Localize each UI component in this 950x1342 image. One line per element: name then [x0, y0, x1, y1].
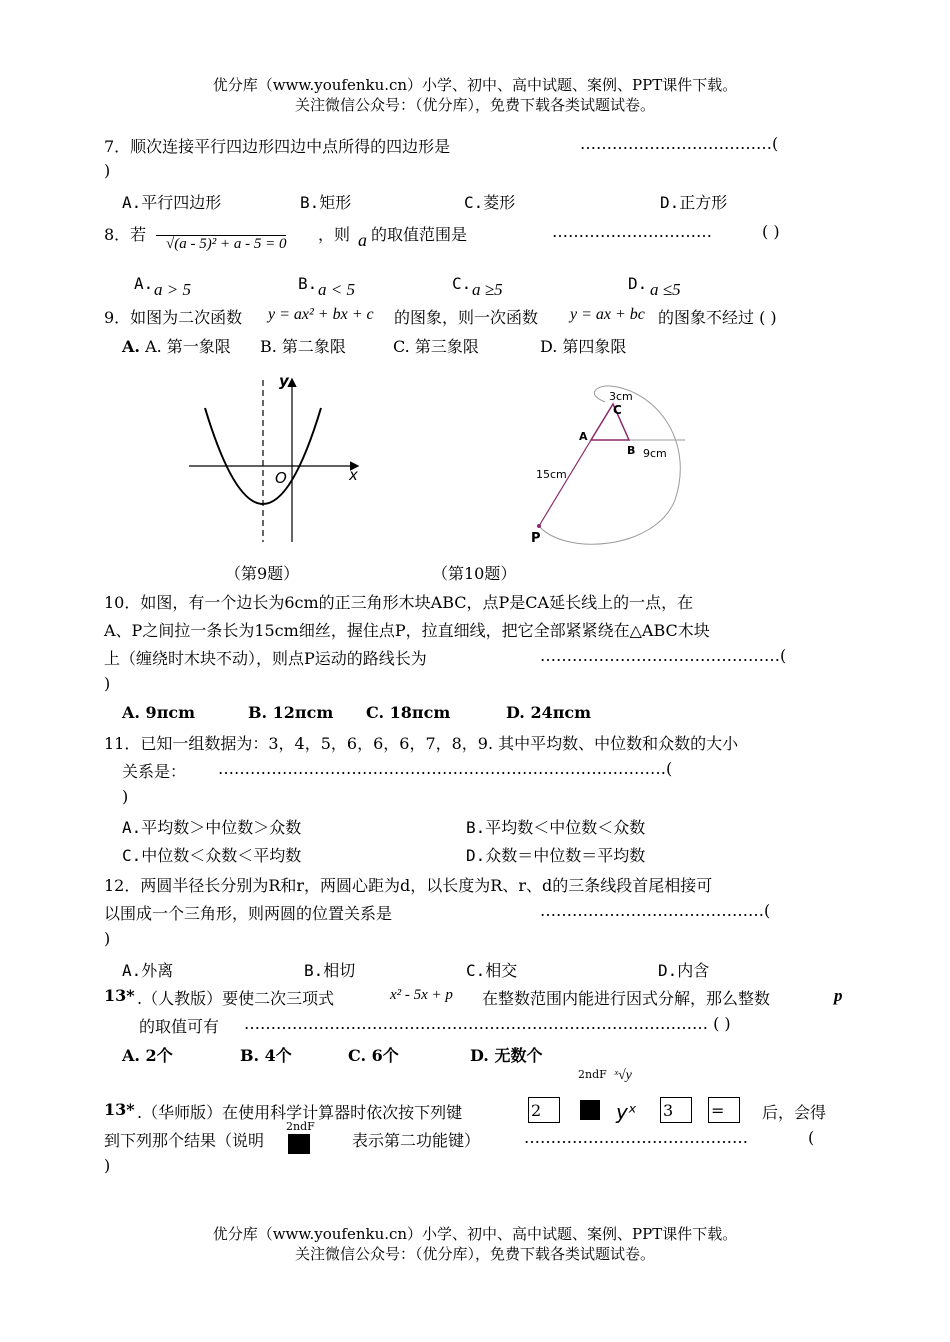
q12-option-d: D.内含	[658, 961, 710, 980]
q8-option-c-expr: a ≥5	[472, 280, 503, 299]
q7-dots: ………………………………(	[580, 134, 779, 153]
q13a-option-c: C. 6个	[348, 1046, 399, 1065]
q13a-text-2: 在整数范围内能进行因式分解，那么整数	[482, 989, 771, 1008]
q12-dots: ……………………………………(	[540, 901, 771, 920]
q13b-text-1: .（华师版）在使用科学计算器时依次按下列键	[137, 1103, 463, 1122]
q13a-option-a: A. 2个	[122, 1046, 173, 1065]
q8-option-a-label: A.	[134, 274, 154, 293]
q11-dots: …………………………………………………………………………(	[218, 759, 673, 778]
q13a-text-1: .（人教版）要使二次三项式	[137, 989, 335, 1008]
q8-formula: √(a - 5)² + a - 5 = 0	[156, 235, 286, 253]
q12-line-2: 以围成一个三角形，则两圆的位置关系是	[104, 904, 393, 923]
calc-key-yx: yˣ	[616, 1100, 637, 1124]
q8-var: a	[358, 230, 367, 250]
axis-x-label: x	[349, 466, 358, 484]
q13b-small-2ndf-label: 2ndF	[286, 1120, 315, 1133]
q13a-dots: …………………………………………………………………………… ( )	[244, 1014, 731, 1033]
q9-suffix: 的图象不经过 ( )	[658, 308, 777, 327]
label-9cm: 9cm	[643, 447, 667, 460]
q13b-after: 后，会得	[762, 1103, 827, 1122]
q13b-line-2b: 表示第二功能键）	[352, 1131, 481, 1150]
q11-line-2: 关系是：	[122, 762, 187, 781]
q9-caption: （第9题）	[225, 564, 300, 583]
footer-line-1: 优分库（www.youfenku.cn）小学、初中、高中试题、案例、PPT课件下载。	[212, 1225, 738, 1243]
q8-option-b-label: B.	[298, 274, 318, 293]
q9-option-d: D. 第四象限	[540, 337, 627, 356]
q9-parabola-figure	[185, 370, 365, 550]
q9-prefix: 9．如图为二次函数	[104, 308, 243, 327]
q10-option-d: D. 24πcm	[506, 703, 592, 722]
q13a-formula: x² - 5x + p	[390, 987, 453, 1003]
label-c: C	[613, 403, 622, 417]
q11-option-b: B.平均数＜中位数＜众数	[466, 818, 646, 837]
header-line-2: 关注微信公众号：（优分库），免费下载各类试题试卷。	[294, 96, 655, 114]
q10-close: )	[104, 674, 111, 693]
q7-option-d: D.正方形	[660, 193, 728, 212]
q8-option-d-expr: a ≤5	[650, 280, 681, 299]
q10-option-b: B. 12πcm	[248, 703, 334, 722]
label-p: P	[531, 531, 541, 546]
label-3cm: 3cm	[609, 390, 633, 403]
q9-option-b: B. 第二象限	[260, 337, 346, 356]
q13b-line-2a: 到下列那个结果（说明	[104, 1131, 265, 1150]
q7-option-a: A.平行四边形	[122, 193, 222, 212]
q13a-var-p: p	[834, 986, 843, 1005]
q13b-paren: (	[808, 1128, 815, 1147]
q10-line-3: 上（缠绕时木块不动），则点P运动的路线长为	[104, 649, 427, 668]
calc-key-2: 2	[528, 1097, 560, 1123]
q12-option-a: A.外离	[122, 961, 174, 980]
label-b: B	[627, 444, 636, 457]
q12-close: )	[104, 929, 111, 948]
q9-option-c: C. 第三象限	[393, 337, 479, 356]
q13b-root-label: ˣ√y	[614, 1068, 632, 1083]
q10-dots: ………………………………………(	[540, 646, 787, 665]
q8-dots: …………………………	[552, 222, 712, 241]
point-p	[537, 524, 541, 528]
q10-option-c: C. 18πcm	[366, 703, 451, 722]
q9-formula-1: y = ax² + bx + c	[268, 306, 374, 323]
q7-option-c: C.菱形	[464, 193, 516, 212]
calc-key-equals: =	[708, 1097, 740, 1123]
q7-option-b: B.矩形	[300, 193, 352, 212]
string-ap	[539, 440, 591, 526]
label-a: A	[579, 430, 588, 443]
q12-line-1: 12．两圆半径长分别为R和r，两圆心距为d，以长度为R、r、d的三条线段首尾相接可	[104, 876, 713, 895]
calc-key-2ndf	[580, 1100, 600, 1120]
q12-option-c: C.相交	[466, 961, 518, 980]
q10-caption: （第10题）	[432, 564, 517, 583]
q13b-close: )	[104, 1156, 111, 1175]
q13a-option-d: D. 无数个	[470, 1046, 543, 1065]
calc-key-3: 3	[660, 1097, 692, 1123]
q9-mid: 的图象，则一次函数	[394, 308, 539, 327]
q9-option-a: A. A. 第一象限	[122, 337, 231, 356]
q10-line-2: A、P之间拉一条长为15cm细丝，握住点P，拉直细线，把它全部紧紧绕在△ABC木块	[104, 621, 710, 640]
q11-close: )	[122, 787, 129, 806]
origin-label: O	[275, 469, 287, 487]
footer-line-2: 关注微信公众号：（优分库），免费下载各类试题试卷。	[294, 1245, 655, 1263]
label-15cm: 15cm	[536, 468, 567, 481]
q8-paren: ( )	[762, 222, 780, 241]
q12-option-b: B.相切	[304, 961, 356, 980]
q10-rope-figure	[525, 380, 715, 550]
q11-option-a: A.平均数＞中位数＞众数	[122, 818, 302, 837]
q13a-option-b: B. 4个	[240, 1046, 292, 1065]
q11-option-d: D.众数＝中位数＝平均数	[466, 846, 646, 865]
q8-option-d-label: D.	[628, 274, 648, 293]
q10-option-a: A. 9πcm	[122, 703, 196, 722]
triangle-abc	[591, 404, 629, 440]
q8-prefix: 8．若	[104, 225, 147, 244]
q13b-2ndf-label: 2ndF	[578, 1068, 607, 1081]
q8-option-a-expr: a > 5	[154, 280, 191, 299]
q8-suffix: 的取值范围是	[371, 225, 468, 244]
q13a-number: 13*	[104, 986, 135, 1005]
q8-option-b-expr: a < 5	[318, 280, 355, 299]
q11-option-c: C.中位数＜众数＜平均数	[122, 846, 302, 865]
q8-mid: ，则	[318, 225, 351, 244]
q10-line-1: 10．如图，有一个边长为6cm的正三角形木块ABC，点P是CA延长线上的一点，在	[104, 593, 694, 612]
q13a-line-2: 的取值可有	[139, 1017, 220, 1036]
q8-option-c-label: C.	[452, 274, 472, 293]
q11-line-1: 11．已知一组数据为：3，4，5，6，6，6，7，8，9. 其中平均数、中位数和众数的大小	[104, 734, 739, 753]
q13b-dots: ……………………………………	[524, 1128, 748, 1147]
q9-formula-2: y = ax + bc	[570, 306, 645, 323]
q13b-2ndf-key-legend	[288, 1134, 310, 1154]
axis-y-label: y	[279, 372, 289, 390]
q7-close: )	[104, 161, 111, 180]
q7-text: 7．顺次连接平行四边形四边中点所得的四边形是	[104, 137, 451, 156]
q13b-number: 13*	[104, 1100, 135, 1119]
header-line-1: 优分库（www.youfenku.cn）小学、初中、高中试题、案例、PPT课件下载。	[212, 76, 738, 94]
